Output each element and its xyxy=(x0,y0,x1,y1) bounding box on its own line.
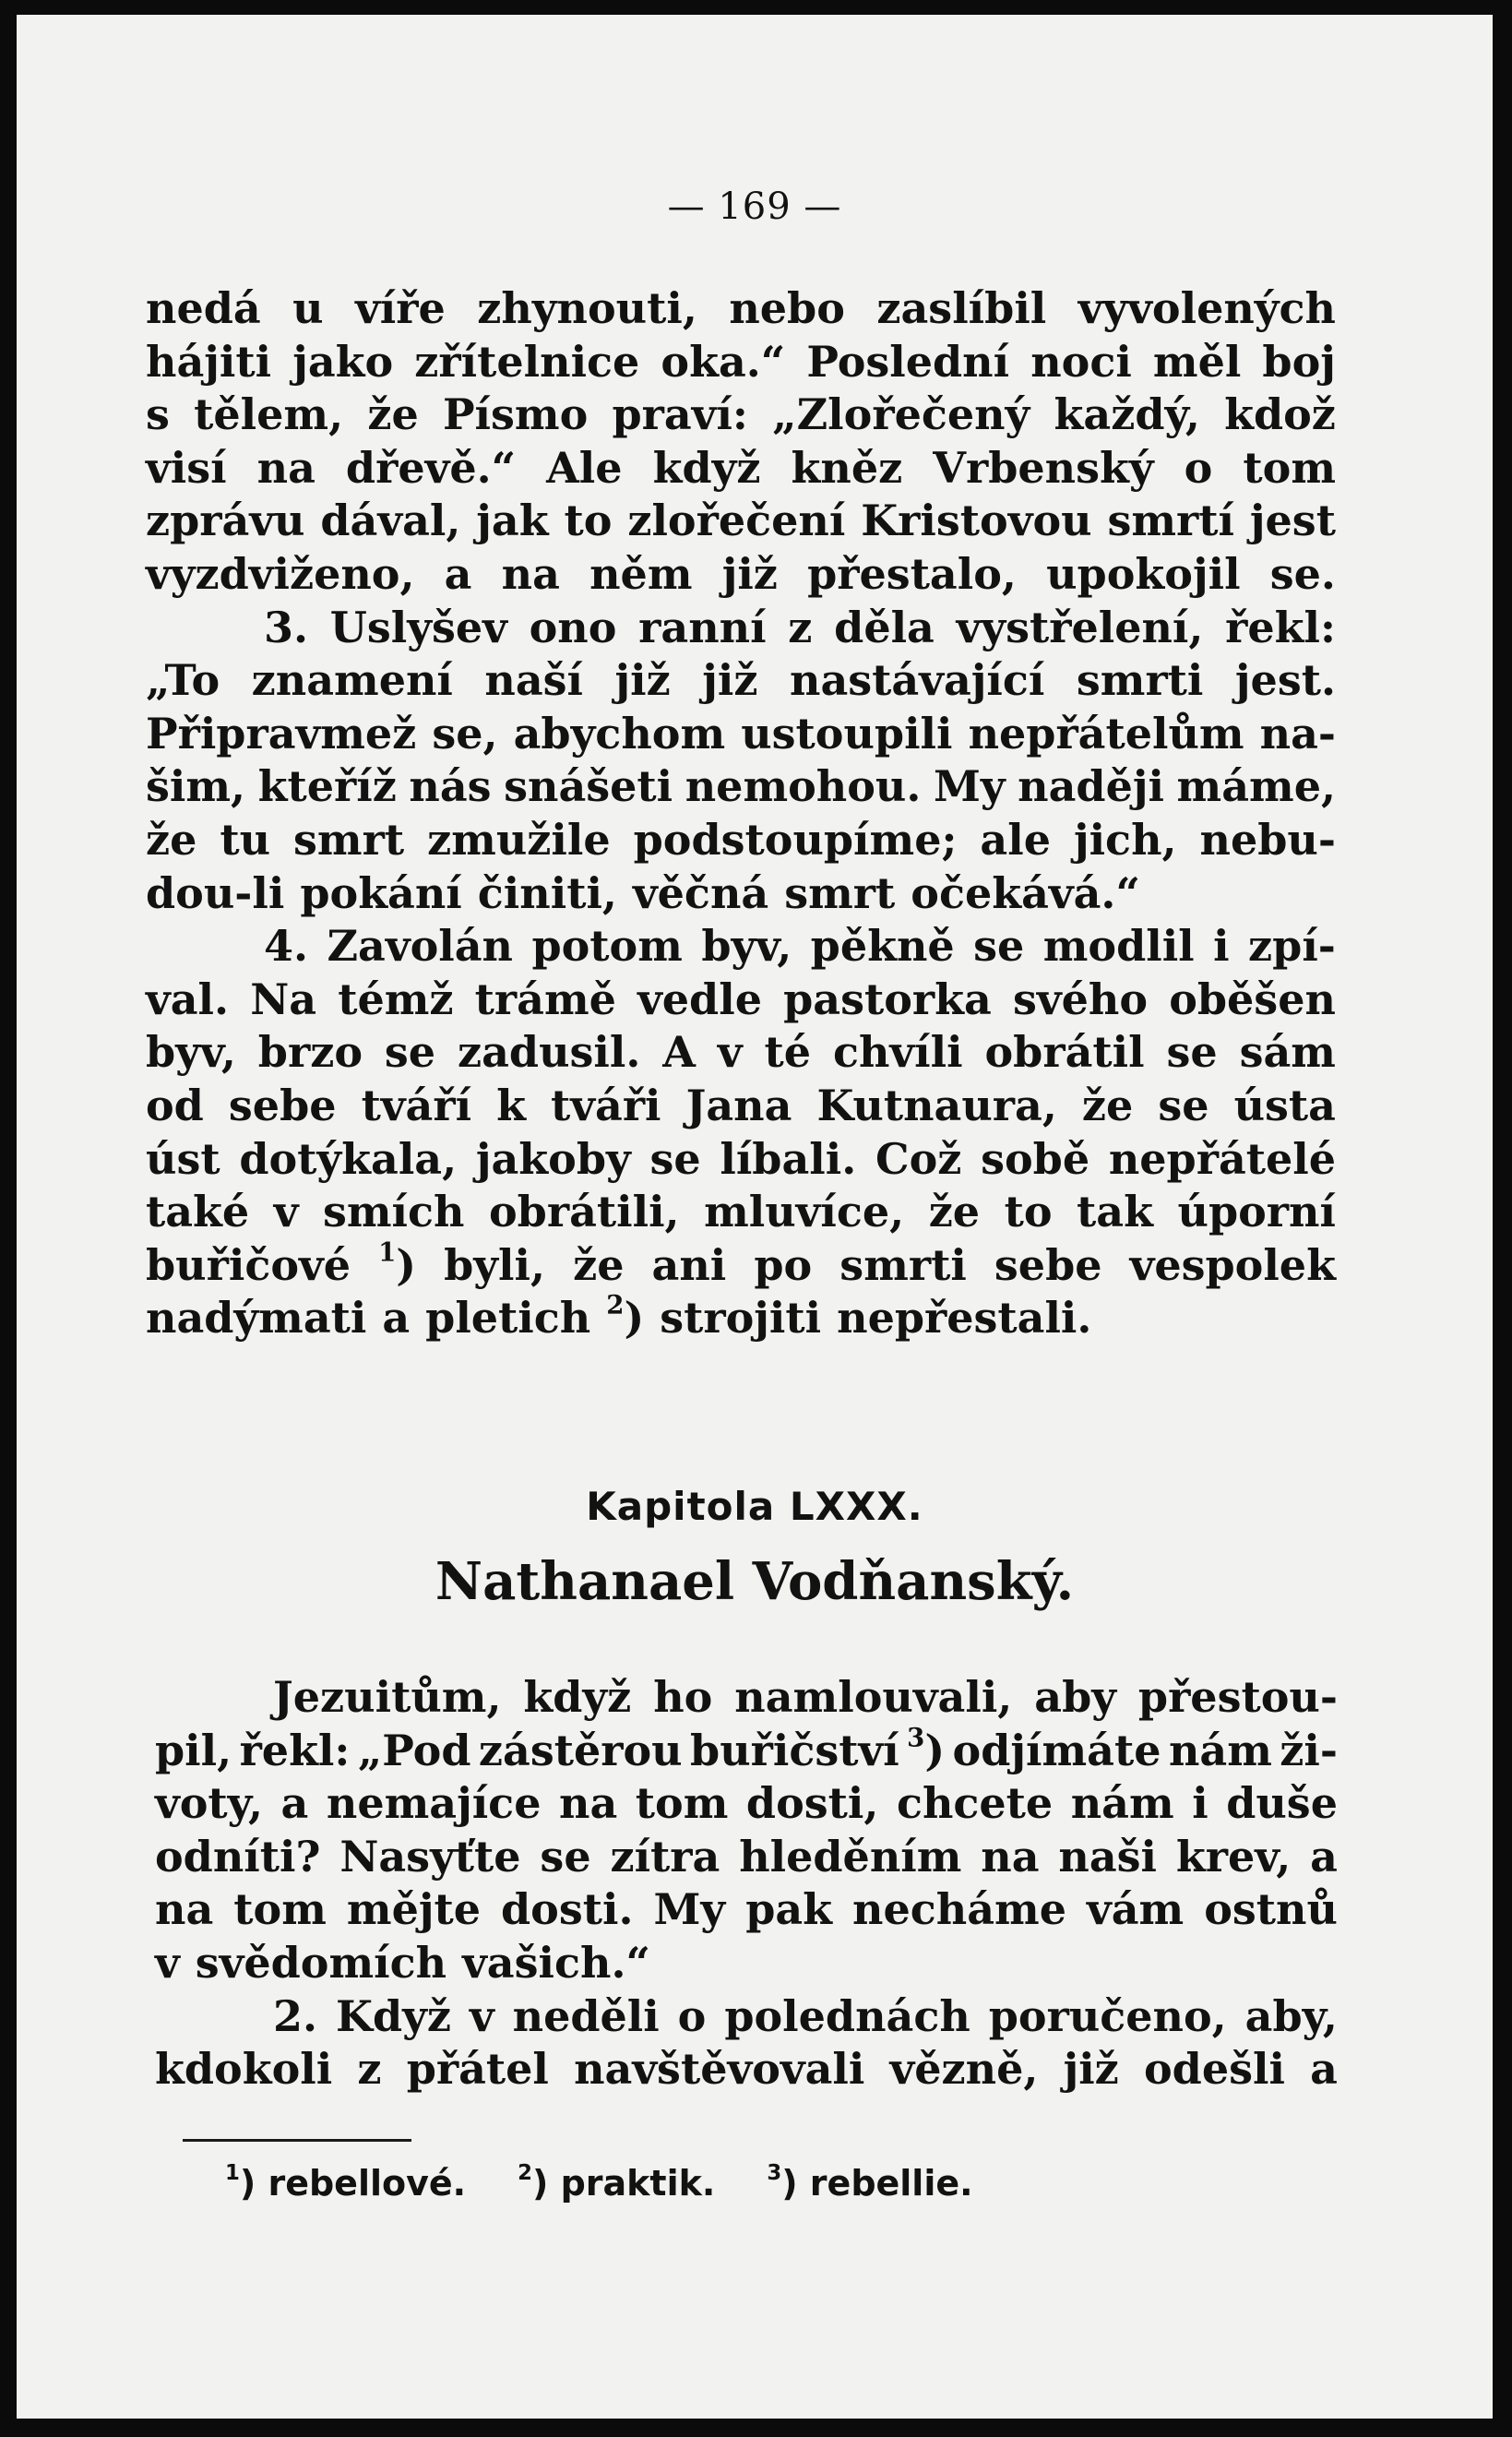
word: mluvíce, xyxy=(704,1187,905,1237)
text-line xyxy=(146,282,1336,336)
chapter-title: Nathanael Vodňanský. xyxy=(435,1551,1075,1612)
word: pil, xyxy=(155,1725,232,1775)
word: zadusil. xyxy=(457,1027,641,1078)
word: i xyxy=(1213,921,1230,972)
word: zpí- xyxy=(1248,921,1336,972)
word: smrt xyxy=(784,867,896,918)
word: ustoupili xyxy=(741,708,953,759)
word: o xyxy=(677,1990,707,2041)
word: k xyxy=(496,1080,526,1130)
word: dřevě.“ xyxy=(345,442,517,493)
word: přátel xyxy=(406,2044,549,2095)
word: tělem, xyxy=(194,389,344,440)
word: boj xyxy=(1262,336,1336,387)
word: smrtí xyxy=(1107,496,1234,546)
text-line xyxy=(146,760,1336,814)
text-line xyxy=(146,1289,1336,1345)
word: nepřátelé xyxy=(1108,1133,1336,1184)
word: kněz xyxy=(791,442,903,493)
word: zítra xyxy=(610,1831,720,1882)
word: Kutnaura, xyxy=(816,1080,1057,1130)
word: val. xyxy=(146,974,230,1024)
word: A xyxy=(662,1027,696,1078)
word: potom xyxy=(531,921,683,972)
word: očekává.“ xyxy=(911,867,1140,918)
text-line xyxy=(146,974,1336,1027)
word: šim, xyxy=(146,761,246,812)
word: nám xyxy=(1168,1725,1272,1775)
word: jako xyxy=(292,336,394,387)
word: se xyxy=(1166,1027,1218,1078)
text-line xyxy=(146,336,1336,389)
word: dosti, xyxy=(745,1778,879,1829)
footnote-3: $^3$) rebellie. xyxy=(767,2160,973,2204)
word: s xyxy=(146,389,170,440)
word: na xyxy=(981,1831,1040,1882)
word: Zavolán xyxy=(327,921,513,972)
page-number: — 169 — xyxy=(667,185,842,228)
word: hleděním xyxy=(739,1831,962,1882)
word: že xyxy=(573,1239,625,1290)
footnote-1: $^1$) rebellové. xyxy=(225,2160,467,2204)
text-line xyxy=(146,920,1336,974)
word: ústa xyxy=(1233,1080,1336,1130)
text-line xyxy=(146,1236,1336,1293)
word: My xyxy=(933,761,1006,812)
word: zlořečení xyxy=(627,496,846,546)
word: pokání xyxy=(300,867,462,918)
word: aby xyxy=(1034,1672,1116,1722)
word: Na xyxy=(250,974,317,1024)
word: po xyxy=(754,1239,813,1290)
word: dával, xyxy=(320,496,461,546)
word: naději xyxy=(1018,761,1164,812)
word: máme, xyxy=(1176,761,1336,812)
word: zaslíbil xyxy=(876,283,1047,333)
word: smrt xyxy=(293,814,405,865)
word: modlil xyxy=(1042,921,1195,972)
word: v xyxy=(717,1027,743,1078)
word: se xyxy=(384,1027,436,1078)
word: se xyxy=(540,1831,591,1882)
word: tom xyxy=(1243,442,1336,493)
word: obrátil xyxy=(984,1027,1145,1078)
word: již xyxy=(1063,2044,1119,2095)
word: abychom xyxy=(513,708,726,759)
word: brzo xyxy=(257,1027,363,1078)
word: vyvolených xyxy=(1077,283,1336,333)
word: sám xyxy=(1239,1027,1336,1078)
word: v xyxy=(155,1937,180,1988)
text-line xyxy=(146,1026,1336,1080)
word: aby, xyxy=(1244,1990,1338,2041)
word: na xyxy=(256,442,315,493)
chapter-label: Kapitola LXXX. xyxy=(586,1484,923,1529)
word: „To xyxy=(146,655,220,706)
text-line xyxy=(146,1080,1336,1133)
word: to xyxy=(564,496,613,546)
word: i xyxy=(1192,1778,1208,1829)
word: tom xyxy=(233,1884,327,1935)
word: když xyxy=(523,1672,632,1722)
word: visí xyxy=(146,442,227,493)
word: že xyxy=(367,389,419,440)
word: tak xyxy=(1077,1187,1153,1237)
word: trámě xyxy=(474,974,616,1024)
word: odníti? xyxy=(155,1831,321,1882)
text-line xyxy=(155,1990,1338,2044)
word: vedle xyxy=(637,974,762,1024)
word: činiti, xyxy=(477,867,617,918)
word: svého xyxy=(1013,974,1149,1024)
word: dotýkala, xyxy=(239,1133,458,1184)
word: navštěvovali xyxy=(574,2044,865,2095)
text-line xyxy=(155,1937,1338,1990)
text-line xyxy=(146,708,1336,761)
word: Písmo xyxy=(442,389,589,440)
word: chcete xyxy=(896,1778,1054,1829)
word: $^2$) xyxy=(606,1289,645,1344)
word: voty, xyxy=(155,1778,263,1829)
text-line xyxy=(146,1186,1336,1239)
word: v xyxy=(469,1990,494,2041)
paragraph-3 xyxy=(146,920,1336,1345)
word: se. xyxy=(1269,548,1336,599)
paragraph-2 xyxy=(146,602,1336,921)
word: odešli xyxy=(1143,2044,1285,2095)
word: něm xyxy=(589,548,693,599)
word: ostnů xyxy=(1204,1884,1338,1935)
word: se xyxy=(1158,1080,1209,1130)
word: Když xyxy=(335,1990,451,2041)
word: ho xyxy=(653,1672,713,1722)
word: že xyxy=(146,814,197,865)
word: Nasyťte xyxy=(339,1831,521,1882)
word: úporní xyxy=(1177,1187,1336,1237)
word: již xyxy=(721,548,778,599)
word: Uslyšev xyxy=(329,602,507,652)
word: necháme xyxy=(852,1884,1066,1935)
word: znamení xyxy=(251,655,453,706)
word: buřičové xyxy=(146,1239,351,1290)
word: nám xyxy=(1070,1778,1174,1829)
word: My xyxy=(653,1884,726,1935)
word: sebe xyxy=(994,1239,1102,1290)
paragraph-1 xyxy=(146,282,1336,602)
word: víře xyxy=(355,283,446,333)
word: na xyxy=(155,1884,214,1935)
word: o xyxy=(1184,442,1213,493)
text-line xyxy=(146,495,1336,548)
word: nastávající xyxy=(790,655,1045,706)
word: jakoby xyxy=(475,1133,631,1184)
word: zprávu xyxy=(146,496,305,546)
word: v xyxy=(273,1187,299,1237)
word: $^1$) xyxy=(378,1236,417,1290)
word: noci xyxy=(1030,336,1132,387)
word: již xyxy=(614,655,671,706)
word: byli, xyxy=(444,1239,545,1290)
word: hájiti xyxy=(146,336,272,387)
word: tváři xyxy=(551,1080,661,1130)
word: nepřátelům xyxy=(968,708,1244,759)
word: nebu- xyxy=(1199,814,1336,865)
word: poručeno, xyxy=(988,1990,1227,2041)
word: děla xyxy=(834,602,935,652)
word: a xyxy=(280,1778,309,1829)
word: „Pod xyxy=(357,1725,471,1775)
word: vystřelení, xyxy=(956,602,1204,652)
word: věčná xyxy=(632,867,769,918)
word: se xyxy=(973,921,1025,972)
text-line xyxy=(155,1721,1338,1778)
word: podstoupíme; xyxy=(633,814,958,865)
word: a xyxy=(444,548,472,599)
word: vězně, xyxy=(889,2044,1039,2095)
word: tom xyxy=(635,1778,729,1829)
word: již xyxy=(702,655,758,706)
text-line xyxy=(146,548,1336,602)
word: praví: xyxy=(612,389,748,440)
word: úst xyxy=(146,1133,220,1184)
word: sebe xyxy=(228,1080,337,1130)
word: snášeti xyxy=(504,761,673,812)
word: upokojil xyxy=(1046,548,1241,599)
text-line xyxy=(155,2043,1338,2097)
word: nepřestali. xyxy=(837,1293,1092,1344)
word: nedá xyxy=(146,283,261,333)
word: duše xyxy=(1226,1778,1338,1829)
word: ži- xyxy=(1280,1725,1338,1775)
word: se, xyxy=(432,708,498,759)
word: byv, xyxy=(146,1027,236,1078)
word: jest xyxy=(1249,496,1336,546)
word: to xyxy=(1004,1187,1053,1237)
footnote-rule xyxy=(183,2139,411,2142)
text-line xyxy=(146,867,1336,921)
word: smích xyxy=(322,1187,465,1237)
footnote-2: $^2$) praktik. xyxy=(518,2160,716,2204)
word: pletich xyxy=(425,1293,591,1344)
word: Vrbenský xyxy=(933,442,1154,493)
text-block-top xyxy=(146,282,1336,1345)
word: z xyxy=(357,2044,382,2095)
word: Což xyxy=(875,1133,962,1184)
word: Poslední xyxy=(806,336,1010,387)
word: 4. xyxy=(264,921,309,972)
word: nadýmati xyxy=(146,1293,367,1344)
word: svědomích xyxy=(195,1937,447,1988)
word: na xyxy=(559,1778,618,1829)
word: že xyxy=(928,1187,981,1237)
word: vám xyxy=(1086,1884,1185,1935)
word: vespolek xyxy=(1129,1239,1336,1290)
word: že xyxy=(1081,1080,1134,1130)
word: a xyxy=(382,1293,411,1344)
word: ani xyxy=(651,1239,727,1290)
word: zmužile xyxy=(427,814,611,865)
word: neděli xyxy=(512,1990,660,2041)
word: smrti xyxy=(839,1239,967,1290)
word: odjímáte xyxy=(952,1725,1161,1775)
word: vyzdviženo, xyxy=(146,548,415,599)
word: když xyxy=(652,442,761,493)
word: tu xyxy=(220,814,271,865)
word: a xyxy=(1310,2044,1338,2095)
word: řekl: xyxy=(239,1725,351,1775)
word: jest. xyxy=(1234,655,1336,706)
word: 3. xyxy=(264,602,309,652)
word: té xyxy=(764,1027,812,1078)
word: dosti. xyxy=(501,1884,634,1935)
word: tváří xyxy=(361,1080,472,1130)
text-line xyxy=(155,1883,1338,1937)
word: dou-li xyxy=(146,867,285,918)
word: a xyxy=(1310,1831,1338,1882)
paragraph-4 xyxy=(155,1671,1338,1990)
word: Jezuitům, xyxy=(273,1672,502,1722)
word: přestalo, xyxy=(807,548,1017,599)
text-line xyxy=(146,654,1336,708)
word: každý, xyxy=(1054,389,1200,440)
word: ranní xyxy=(638,602,767,652)
word: 2. xyxy=(273,1990,318,2041)
word: ale xyxy=(980,814,1051,865)
paragraph-5 xyxy=(155,1990,1338,2097)
word: smrti xyxy=(1076,655,1204,706)
word: také xyxy=(146,1187,250,1237)
book-page xyxy=(17,15,1493,2419)
word: „Zlořečený xyxy=(772,389,1030,440)
word: vašich.“ xyxy=(462,1937,650,1988)
word: kteříž xyxy=(257,761,397,812)
word: buřičství xyxy=(690,1725,899,1775)
word: pěkně xyxy=(810,921,955,972)
word: obrátili, xyxy=(488,1187,680,1237)
word: oběšen xyxy=(1169,974,1336,1024)
word: byv, xyxy=(701,921,792,972)
word: kdož xyxy=(1224,389,1336,440)
text-line xyxy=(146,814,1336,867)
word: Připravmež xyxy=(146,708,417,759)
word: nás xyxy=(409,761,492,812)
text-block-bottom xyxy=(155,1671,1338,2097)
word: kdokoli xyxy=(155,2044,333,2095)
word: pastorka xyxy=(783,974,992,1024)
word: měl xyxy=(1152,336,1242,387)
word: Ale xyxy=(546,442,623,493)
text-line xyxy=(155,1777,1338,1831)
word: krev, xyxy=(1175,1831,1292,1882)
text-line xyxy=(146,388,1336,442)
text-line xyxy=(146,442,1336,496)
word: namlouvali, xyxy=(734,1672,1013,1722)
word: Jana xyxy=(685,1080,792,1130)
word: zřítelnice xyxy=(414,336,640,387)
word: u xyxy=(292,283,324,333)
word: ono xyxy=(529,602,617,652)
word: témž xyxy=(338,974,454,1024)
word: řekl: xyxy=(1225,602,1336,652)
word: se xyxy=(649,1133,701,1184)
word: jich, xyxy=(1073,814,1177,865)
word: jak xyxy=(476,496,549,546)
word: od xyxy=(146,1080,204,1130)
word: líbali. xyxy=(720,1133,857,1184)
word: Kristovou xyxy=(861,496,1092,546)
text-line xyxy=(146,602,1336,655)
word: naši xyxy=(1058,1831,1158,1882)
word: nemohou. xyxy=(685,761,922,812)
word: pak xyxy=(745,1884,833,1935)
word: strojiti xyxy=(660,1293,822,1344)
word: chvíli xyxy=(832,1027,963,1078)
word: zhynouti, xyxy=(477,283,697,333)
word: polednách xyxy=(724,1990,970,2041)
word: nebo xyxy=(729,283,845,333)
text-line xyxy=(155,1831,1338,1884)
text-line xyxy=(146,1133,1336,1187)
word: z xyxy=(788,602,813,652)
word: zástěrou xyxy=(478,1725,683,1775)
text-line xyxy=(155,1671,1338,1725)
word: na- xyxy=(1259,708,1336,759)
word: přestou- xyxy=(1137,1672,1338,1722)
word: na xyxy=(501,548,560,599)
footnotes xyxy=(225,2160,973,2204)
word: naší xyxy=(484,655,584,706)
word: oka.“ xyxy=(661,336,786,387)
word: $^3$) xyxy=(907,1721,946,1775)
word: mějte xyxy=(346,1884,481,1935)
word: sobě xyxy=(981,1133,1090,1184)
word: nemajíce xyxy=(326,1778,542,1829)
